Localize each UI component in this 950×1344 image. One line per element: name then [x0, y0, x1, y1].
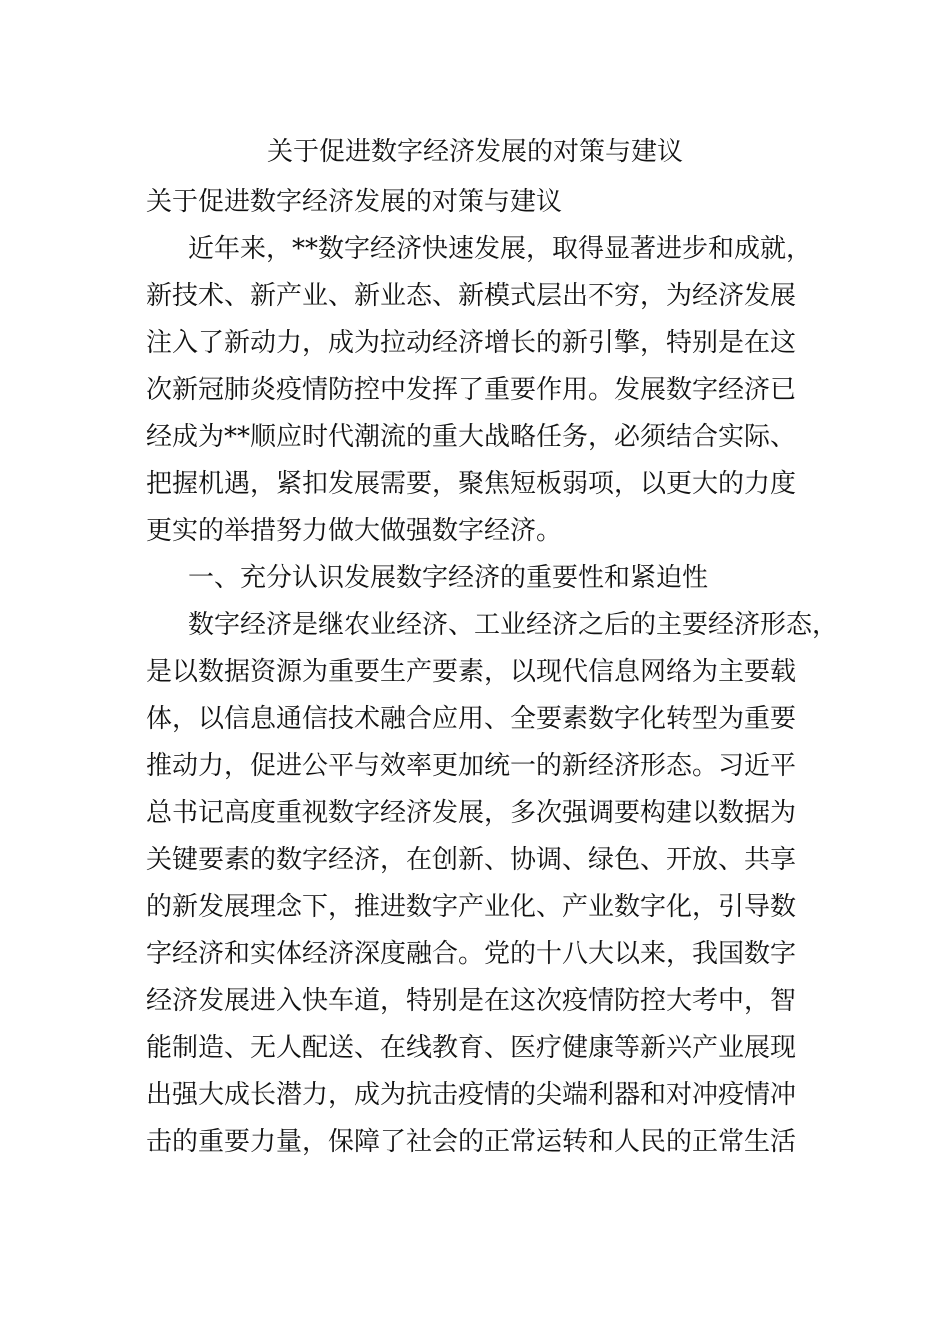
paragraph-line: 关键要素的数字经济，在创新、协调、绿色、开放、共享 — [146, 845, 797, 875]
paragraph-line: 更实的举措努力做大做强数字经济。 — [146, 516, 563, 546]
document-subtitle: 关于促进数字经济发展的对策与建议 — [146, 187, 563, 217]
paragraph-line: 总书记高度重视数字经济发展，多次强调要构建以数据为 — [146, 798, 797, 828]
page-title: 关于促进数字经济发展的对策与建议 — [266, 137, 683, 167]
paragraph-line: 数字经济是继农业经济、工业经济之后的主要经济形态， — [188, 610, 839, 640]
paragraph-line: 的新发展理念下，推进数字产业化、产业数字化，引导数 — [146, 892, 797, 922]
paragraph-line: 把握机遇，紧扣发展需要，聚焦短板弱项，以更大的力度 — [146, 469, 797, 499]
paragraph-line: 新技术、新产业、新业态、新模式层出不穷，为经济发展 — [146, 281, 797, 311]
paragraph-line: 字经济和实体经济深度融合。党的十八大以来，我国数字 — [146, 939, 797, 969]
paragraph-line: 近年来，**数字经济快速发展，取得显著进步和成就， — [188, 234, 813, 264]
paragraph-line: 出强大成长潜力，成为抗击疫情的尖端利器和对冲疫情冲 — [146, 1080, 797, 1110]
paragraph-line: 次新冠肺炎疫情防控中发挥了重要作用。发展数字经济已 — [146, 375, 797, 405]
paragraph-line: 体，以信息通信技术融合应用、全要素数字化转型为重要 — [146, 704, 797, 734]
paragraph-line: 击的重要力量，保障了社会的正常运转和人民的正常生活 — [146, 1127, 797, 1157]
paragraph-line: 注入了新动力，成为拉动经济增长的新引擎，特别是在这 — [146, 328, 797, 358]
paragraph-line: 经济发展进入快车道，特别是在这次疫情防控大考中，智 — [146, 986, 797, 1016]
paragraph-line: 经成为**顺应时代潮流的重大战略任务，必须结合实际、 — [146, 422, 797, 452]
paragraph-line: 能制造、无人配送、在线教育、医疗健康等新兴产业展现 — [146, 1033, 797, 1063]
paragraph-line: 推动力，促进公平与效率更加统一的新经济形态。习近平 — [146, 751, 797, 781]
document-body — [146, 226, 839, 1166]
section-heading: 一、充分认识发展数字经济的重要性和紧迫性 — [188, 563, 709, 593]
paragraph-line: 是以数据资源为重要生产要素，以现代信息网络为主要载 — [146, 657, 797, 687]
